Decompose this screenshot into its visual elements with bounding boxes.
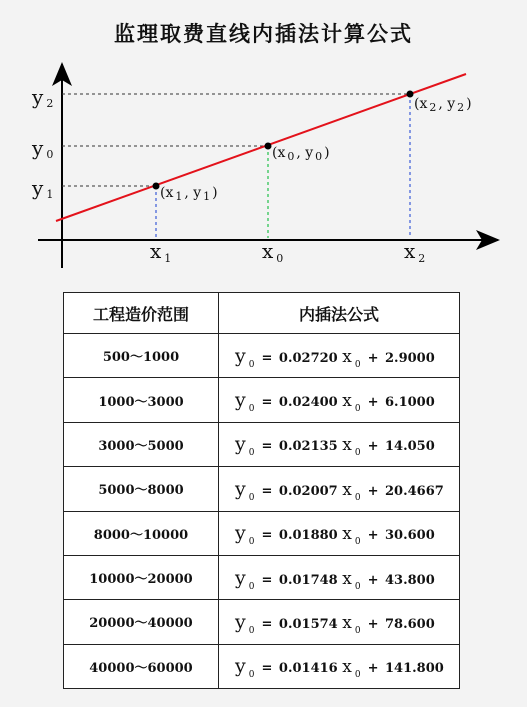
range-cell: 8000～10000 [64,511,219,555]
formula-plus: + [367,350,379,366]
formula-equals: = [261,483,273,499]
table-row [64,555,460,599]
formula-y-sub: 0 [248,537,255,548]
formula-slope: 0.01574 [278,616,338,632]
header-range: 工程造价范围 [64,293,219,334]
formula-y: y [235,433,246,456]
formula-y: y [235,655,246,678]
formula-intercept: 20.4667 [385,483,444,499]
formula-y-sub: 0 [248,581,255,592]
formula-x: x [342,612,352,633]
formula-cell [219,644,460,688]
formula-cell [219,511,460,555]
formula-slope: 0.01880 [278,528,338,544]
formula-equals: = [261,350,273,366]
table-row [64,334,460,378]
formula-x: x [342,568,352,589]
formula-cell [219,334,460,378]
formula-y-sub: 0 [248,492,255,503]
formula-x-sub: 0 [354,492,361,503]
formula-cell [219,555,460,599]
formula-y-sub: 0 [248,404,255,415]
table-row [64,467,460,511]
y-label-y1: y 1 [32,176,54,201]
formula-cell [219,467,460,511]
formula-intercept: 43.800 [385,572,435,588]
x-label-x1: x $_1$ [150,239,172,265]
formula-intercept: 78.600 [385,616,435,632]
y-label-y2: y 2 [32,85,54,110]
formula-x: x [342,391,352,412]
formula-slope: 0.01748 [278,572,338,588]
formula-equals: = [261,572,273,588]
interpolation-line [56,74,466,221]
formula-equals: = [261,661,273,677]
formula-y-sub: 0 [248,670,255,681]
formula-slope: 0.02135 [278,439,338,455]
formula-x-sub: 0 [354,625,361,636]
formula-plus: + [367,395,379,411]
formula-cell [219,600,460,644]
formula-x-sub: 0 [354,537,361,548]
point-2-marker [407,91,414,98]
formula-slope: 0.01416 [278,661,338,677]
range-cell: 1000～3000 [64,378,219,422]
formula-plus: + [367,572,379,588]
formula-x-sub: 0 [354,670,361,681]
y-label-y0: y 0 [32,136,54,161]
formula-plus: + [367,528,379,544]
formula-x-sub: 0 [354,359,361,370]
formula-plus: + [367,439,379,455]
formula-intercept: 2.9000 [385,350,435,366]
formula-cell [219,378,460,422]
formula-slope: 0.02720 [278,350,338,366]
formula-intercept: 6.1000 [385,395,435,411]
table-row [64,600,460,644]
range-cell: 20000～40000 [64,600,219,644]
formula-plus: + [367,616,379,632]
formula-y: y [235,610,246,633]
point-0-marker [265,143,272,150]
point-1-label: (x $_1$ , y $_1$ ) [160,185,218,203]
point-1-marker [153,183,160,190]
range-cell: 5000～8000 [64,467,219,511]
range-cell: 40000～60000 [64,644,219,688]
formula-equals: = [261,395,273,411]
formula-y-sub: 0 [248,625,255,636]
point-2-label: (x $_2$ , y $_2$ ) [414,96,472,114]
formula-y-sub: 0 [248,359,255,370]
formula-y: y [235,389,246,412]
x-label-x0: x $_0$ [262,239,284,265]
range-cell: 10000～20000 [64,555,219,599]
formula-x: x [342,435,352,456]
formula-x-sub: 0 [354,448,361,459]
x-label-x2: x $_2$ [404,239,426,265]
table-row [64,644,460,688]
formula-equals: = [261,439,273,455]
formula-plus: + [367,661,379,677]
formula-x: x [342,524,352,545]
page-title: 监理取费直线内插法计算公式 [114,21,413,46]
formula-x: x [342,479,352,500]
formula-intercept: 14.050 [385,439,435,455]
formula-x: x [342,657,352,678]
interpolation-diagram [0,0,527,290]
table-header-row [64,293,460,334]
formula-x: x [342,346,352,367]
formula-slope: 0.02400 [278,395,338,411]
formula-x-sub: 0 [354,581,361,592]
formula-cell [219,422,460,466]
formula-table [63,292,460,689]
range-cell: 500～1000 [64,334,219,378]
formula-y: y [235,566,246,589]
formula-intercept: 141.800 [385,661,444,677]
formula-y: y [235,522,246,545]
formula-plus: + [367,483,379,499]
formula-slope: 0.02007 [278,483,338,499]
formula-intercept: 30.600 [385,528,435,544]
formula-equals: = [261,616,273,632]
table-row [64,422,460,466]
formula-y: y [235,477,246,500]
header-formula: 内插法公式 [219,293,460,334]
range-cell: 3000～5000 [64,422,219,466]
formula-equals: = [261,528,273,544]
formula-y-sub: 0 [248,448,255,459]
point-0-label: (x $_0$ , y $_0$ ) [272,145,330,163]
formula-x-sub: 0 [354,404,361,415]
table-row [64,511,460,555]
formula-y: y [235,344,246,367]
table-row [64,378,460,422]
